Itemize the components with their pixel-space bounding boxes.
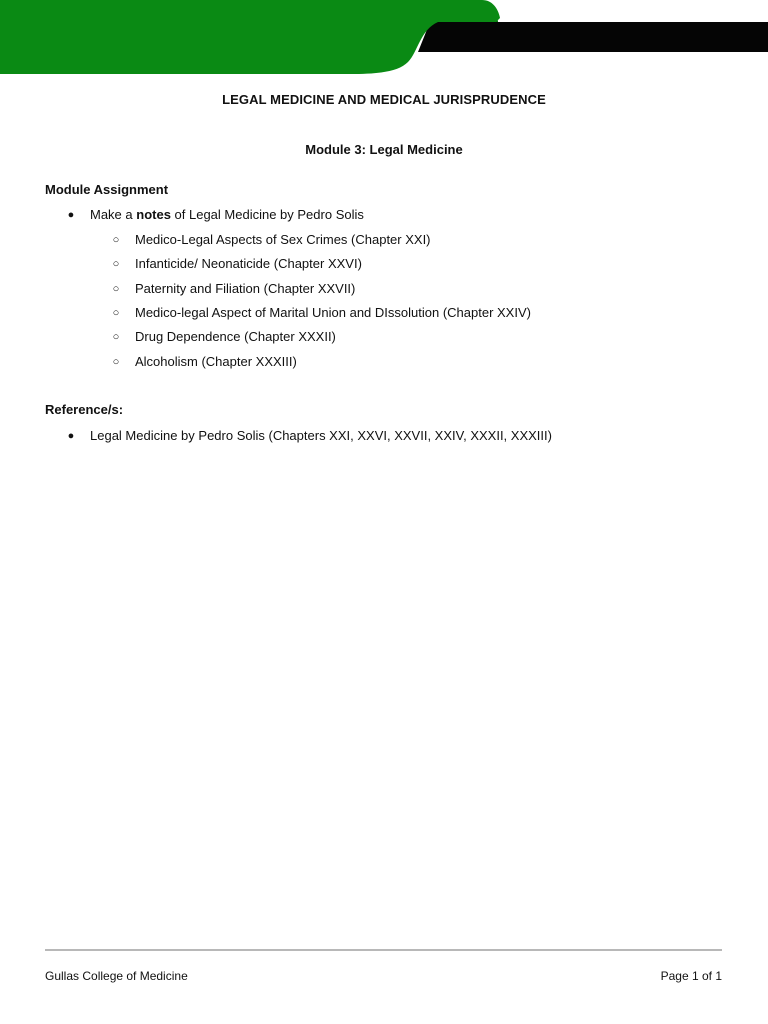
sub-bullet-marker: ○ — [112, 356, 120, 368]
assignment-task — [0, 206, 768, 224]
footer-divider — [45, 949, 722, 951]
topic-text: Infanticide/ Neonaticide (Chapter XXVI) — [135, 256, 362, 271]
module-title: Module 3: Legal Medicine — [305, 142, 463, 157]
topic-text: Paternity and Filiation (Chapter XXVII) — [135, 281, 356, 296]
topic-text: Alcoholism (Chapter XXXIII) — [135, 354, 297, 369]
sub-bullet-marker: ○ — [112, 234, 120, 246]
reference-item — [0, 427, 768, 445]
document-title: LEGAL MEDICINE AND MEDICAL JURISPRUDENCE — [222, 92, 546, 107]
topic-item — [0, 255, 768, 273]
bullet-marker: ● — [67, 209, 75, 221]
header-banner — [0, 0, 768, 76]
footer-page-number: Page 1 of 1 — [660, 969, 722, 983]
header-black-bar — [418, 22, 768, 52]
task-emphasis: notes — [136, 207, 171, 222]
task-prefix: Make a — [90, 207, 137, 222]
task-suffix: of Legal Medicine by Pedro Solis — [170, 207, 364, 222]
references-heading: Reference/s: — [45, 402, 124, 417]
topic-text: Medico-legal Aspect of Marital Union and DIssolution (Chapter XXIV) — [135, 305, 531, 320]
reference-text: Legal Medicine by Pedro Solis (Chapters XXI, XXVI, XXVII, XXIV, XXXII, XXXIII) — [90, 428, 552, 443]
sub-bullet-marker: ○ — [112, 307, 120, 319]
topic-text: Medico-Legal Aspects of Sex Crimes (Chapter XXI) — [135, 232, 431, 247]
sub-bullet-marker: ○ — [112, 331, 120, 343]
topic-item — [0, 328, 768, 346]
assignment-task-text — [90, 206, 364, 224]
sub-bullet-marker: ○ — [112, 258, 120, 270]
topic-text: Drug Dependence (Chapter XXXII) — [135, 329, 336, 344]
topic-item — [0, 304, 768, 322]
bullet-marker: ● — [67, 430, 75, 442]
assignment-heading: Module Assignment — [45, 182, 169, 197]
sub-bullet-marker: ○ — [112, 283, 120, 295]
topic-item — [0, 353, 768, 371]
footer-institution: Gullas College of Medicine — [45, 969, 188, 983]
topic-item — [0, 280, 768, 298]
topic-item — [0, 231, 768, 249]
